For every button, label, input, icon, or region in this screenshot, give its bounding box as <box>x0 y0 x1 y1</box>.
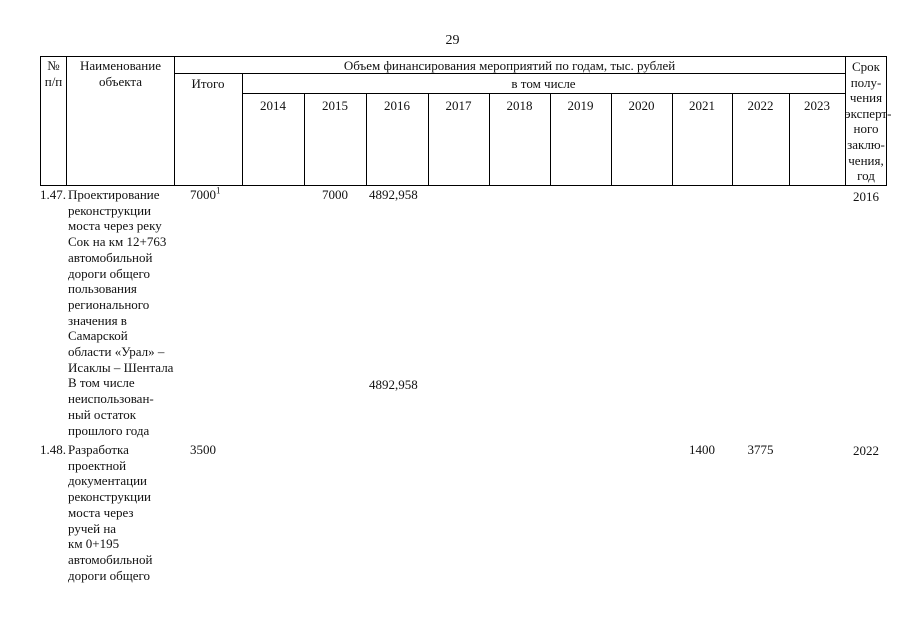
header-name-line: Наименование <box>80 58 161 73</box>
row-name-line: проектной <box>68 457 127 473</box>
row-total: 3500 <box>190 442 216 457</box>
header-year-2023: 2023 <box>804 98 830 113</box>
row-name-line: автомобильной <box>68 249 153 265</box>
row-name-line: моста через <box>68 504 134 520</box>
header-name <box>66 58 175 89</box>
row-name-line: дороги общего <box>68 265 151 281</box>
header-deadline-line: год <box>857 168 875 184</box>
row-name-line: Исаклы – Шентала <box>68 359 174 375</box>
row-name-line: Проектирование <box>68 187 160 202</box>
row-value-2021: 1400 <box>689 442 715 457</box>
row-total-value: 7000 <box>190 187 216 202</box>
header-year-2020: 2020 <box>628 98 655 113</box>
row-sub-value-2016: 4892,958 <box>369 377 418 392</box>
page-number: 29 <box>445 33 460 48</box>
row-value-2016: 4892,958 <box>369 187 418 202</box>
row-value-2015: 7000 <box>322 187 348 202</box>
row-deadline: 2022 <box>853 443 879 458</box>
header-num <box>40 58 67 89</box>
grid-line <box>242 93 845 94</box>
row-name-line: регионального <box>68 296 150 312</box>
row-sub-line: прошлого года <box>68 422 150 438</box>
grid-line <box>40 185 886 186</box>
row-name-line: реконструкции <box>68 489 152 505</box>
header-year-2014: 2014 <box>260 98 286 113</box>
header-year-2016: 2016 <box>384 98 410 113</box>
header-deadline-line: чения, <box>848 152 884 168</box>
header-deadline-line: заклю- <box>847 136 885 152</box>
row-name-line: пользования <box>68 281 137 297</box>
row-name-line: дороги общего <box>68 567 151 583</box>
header-name-line: объекта <box>98 73 143 89</box>
row-name-line: км 0+195 <box>68 536 120 552</box>
grid-line <box>40 56 886 57</box>
header-year-2018: 2018 <box>506 98 533 113</box>
row-name <box>68 442 152 583</box>
row-name-line: реконструкции <box>68 202 152 218</box>
row-number: 1.47. <box>40 187 66 202</box>
row-name-line: моста через реку <box>68 218 162 234</box>
header-year-2019: 2019 <box>567 98 594 113</box>
row-name-line: области «Урал» – <box>68 344 165 360</box>
row-name <box>68 187 173 438</box>
footnote-mark: 1 <box>216 185 221 196</box>
header-deadline-line: полу- <box>850 74 882 90</box>
row-total <box>190 187 221 203</box>
row-value-2022: 3775 <box>747 442 774 457</box>
header-num-line: п/п <box>44 73 63 89</box>
header-year-2015: 2015 <box>322 98 348 113</box>
header-num-line: № <box>47 58 60 73</box>
header-deadline-line: ного <box>853 121 879 137</box>
header-year-2021: 2021 <box>689 98 715 113</box>
row-name-line: Сок на км 12+763 <box>68 234 167 250</box>
header-deadline-line: эксперт- <box>845 105 892 121</box>
header-year-2022: 2022 <box>747 98 774 113</box>
row-deadline: 2016 <box>853 189 879 204</box>
header-year-2017: 2017 <box>445 98 472 113</box>
row-sub-line: ный остаток <box>68 406 137 422</box>
header-deadline-line: чения <box>849 90 883 106</box>
header-total: Итого <box>191 76 225 91</box>
header-deadline <box>845 59 892 184</box>
row-name-line: автомобильной <box>68 551 153 567</box>
row-sub-line: неиспользован- <box>68 391 154 407</box>
row-name-line: ручей на <box>68 520 117 536</box>
row-name-line: значения в <box>68 312 127 328</box>
header-deadline-line: Срок <box>852 59 880 74</box>
row-name-line: Разработка <box>68 442 129 457</box>
row-name-line: Самарской <box>68 328 128 344</box>
header-including: в том числе <box>511 76 576 91</box>
header-funding: Объем финансирования мероприятий по годам, тыс. рублей <box>343 58 676 73</box>
row-name-line: документации <box>68 473 148 489</box>
row-sub-line: В том числе <box>68 375 135 391</box>
row-number: 1.48. <box>40 442 66 457</box>
